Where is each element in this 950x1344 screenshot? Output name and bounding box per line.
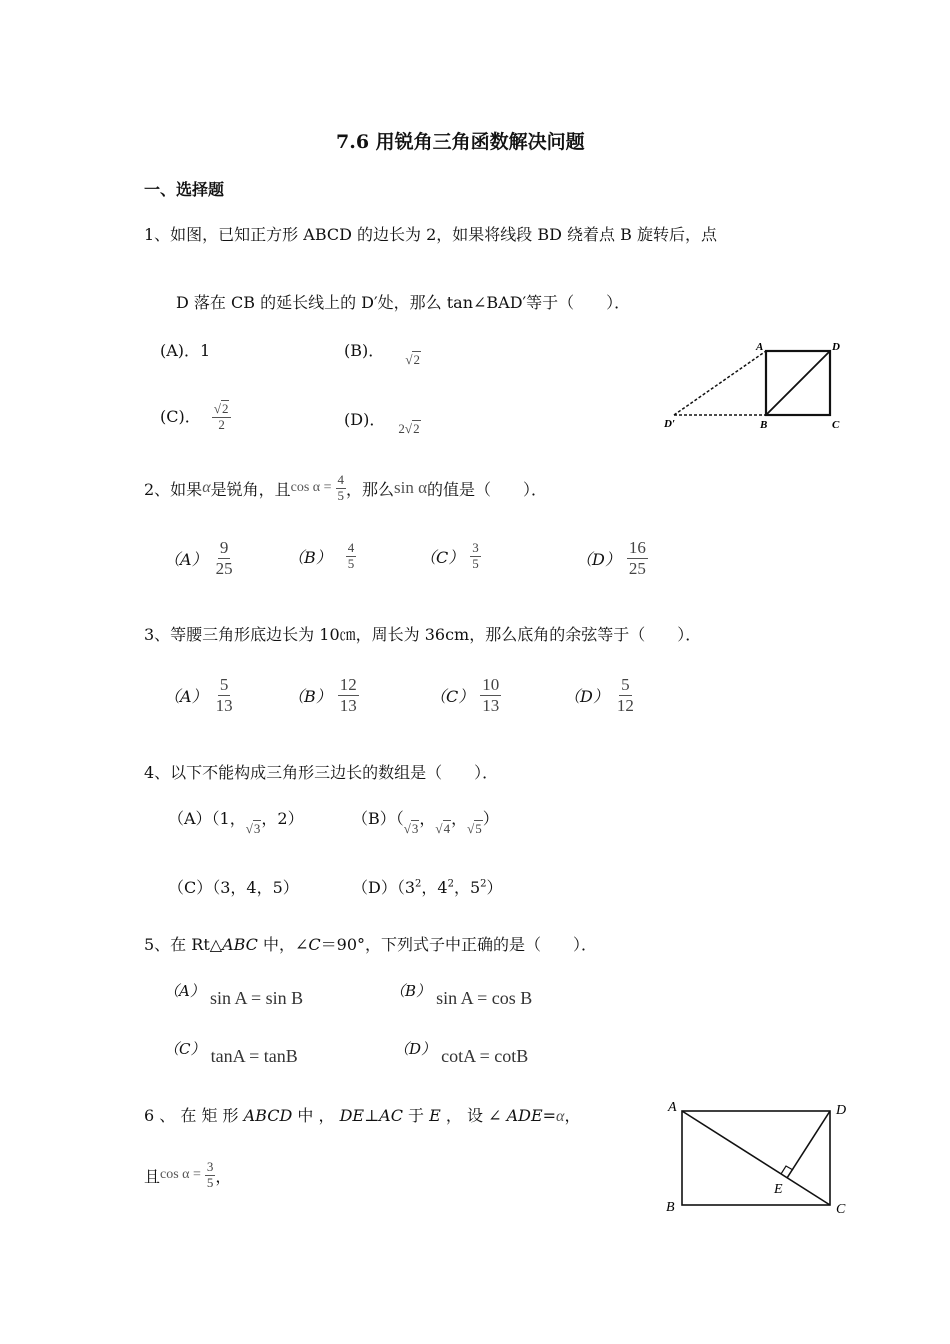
q3-option-d: [564, 675, 636, 715]
q2-cos-expression: cos α =: [290, 480, 332, 496]
q5-option-b-expr: sin A = cos B: [436, 988, 533, 1008]
q6-angle-ade: ADE=: [506, 1106, 557, 1125]
q5-angle-c: C: [308, 935, 321, 954]
q5-option-c: [164, 1038, 298, 1066]
q5-option-d-label: （D）: [394, 1040, 437, 1058]
q4-option-d-exp-1: 2: [415, 878, 422, 890]
q2-alpha: α: [202, 479, 211, 497]
q6-perpendicular: DE⊥AC: [339, 1106, 403, 1125]
q5-option-a-expr: sin A = sin B: [209, 988, 304, 1008]
fig1-label-b: B: [760, 419, 768, 431]
page-title: 7.6 用锐角三角函数解决问题: [336, 131, 585, 153]
q3-option-a: [164, 675, 235, 715]
q4-option-b-radicand-2: 4: [443, 821, 451, 836]
q4-option-b-radicand-3: 5: [475, 821, 482, 836]
q5-option-a-label: （A）: [164, 982, 205, 1000]
q2-cos-denominator: 5: [337, 487, 345, 503]
diagonal-ac: [682, 1111, 830, 1205]
q2-mid2: ，那么: [346, 479, 395, 499]
q6-point-e: E: [429, 1106, 441, 1125]
q2-cos-fraction: [336, 473, 347, 504]
q2-option-a: [164, 538, 235, 578]
q6-text-d: ， 设 ∠: [440, 1106, 507, 1125]
q2-option-d: [576, 538, 648, 578]
q2-option-c: [420, 541, 481, 572]
q6-text-c: 于: [402, 1106, 430, 1125]
q3-option-b: [288, 675, 359, 715]
fig1-label-d: D: [832, 341, 840, 353]
segment-de: [787, 1111, 830, 1178]
q4-option-a-radicand: 3: [253, 821, 261, 836]
q5-option-a: [164, 980, 304, 1008]
q1-option-d-radicand: 2: [413, 421, 420, 436]
q3-option-d-denominator: 12: [616, 695, 634, 715]
q1-option-b-radicand: 2: [413, 352, 420, 367]
q1-option-b: [344, 338, 421, 367]
q1-option-b-sqrt: √2: [405, 352, 420, 367]
q1-square-figure: [660, 338, 850, 436]
q6-cos-numerator: 3: [206, 1159, 214, 1174]
q2-option-c-denominator: 5: [472, 555, 479, 571]
q3-option-c-denominator: 13: [482, 695, 500, 715]
fig6-label-a: A: [668, 1100, 677, 1115]
q2-cos-numerator: 4: [337, 472, 345, 487]
q2-suffix: 的值是（ ）．: [427, 479, 548, 499]
q1-option-a: (A)．1: [160, 341, 211, 360]
q4-option-a-suffix: ，2）: [261, 809, 304, 828]
q6-rectangle-figure: [660, 1094, 860, 1222]
fig1-label-c: C: [832, 419, 840, 431]
q6-text-b: 中 ，: [292, 1106, 340, 1125]
q4-option-d: [352, 875, 503, 898]
q1-option-d-value: 2√2: [398, 421, 420, 436]
fig6-label-b: B: [666, 1200, 675, 1215]
q5-prefix: 5、在 Rt△: [144, 935, 223, 954]
q2-option-d-label: （D）: [576, 549, 621, 569]
q3-option-b-denominator: 13: [339, 695, 357, 715]
q6-line1: [144, 1103, 580, 1126]
q6-text-e: ，: [564, 1106, 581, 1125]
q2-sin-expression: sin α: [394, 478, 428, 498]
q5-suffix: ＝90°，下列式子中正确的是（ ）．: [320, 935, 598, 954]
q3-option-d-numerator: 5: [621, 675, 630, 694]
q1-option-c-numerator: 2: [221, 401, 229, 416]
q3-option-a-numerator: 5: [219, 675, 229, 694]
q4-option-b-radicand-1: 3: [411, 821, 419, 836]
q6-cos-denominator: 5: [206, 1174, 214, 1190]
q2-option-c-numerator: 3: [472, 540, 479, 555]
q3-option-b-label: （B）: [288, 686, 332, 706]
q4-option-b-prefix: （B）（: [352, 809, 404, 828]
q2-prefix: 2、如果: [144, 479, 203, 499]
q2-option-b-denominator: 5: [347, 555, 355, 571]
q1-option-b-label: (B)．: [344, 341, 385, 360]
q4-option-d-exp-2: 2: [447, 878, 454, 890]
q2-option-d-numerator: 16: [628, 538, 646, 557]
q5-option-d: [394, 1038, 529, 1066]
q4-option-d-mid-2: ，5: [453, 878, 481, 897]
q6-rect-name: ABCD: [243, 1106, 293, 1125]
q4-option-b: $(B)(_{√3}$，$_{√4}$，$_{√5}$）: [352, 809, 499, 836]
q2-stem: [144, 473, 547, 504]
q1-line2: D 落在 CB 的延长线上的 D′处，那么 tan∠BAD′等于（ ）．: [176, 293, 631, 312]
q2-mid1: 是锐角，且: [210, 479, 291, 499]
q3-option-c-label: （C）: [430, 686, 475, 706]
q4-option-d-prefix: （D）（3: [352, 878, 416, 897]
segment-bd: [766, 351, 830, 415]
fig6-label-d: D: [836, 1103, 847, 1118]
q6-cos-expression: cos α =: [160, 1167, 201, 1183]
q4-option-d-suffix: ）: [486, 878, 503, 897]
q5-option-b-label: （B）: [390, 982, 432, 1000]
q2-option-c-label: （C）: [420, 547, 465, 567]
q3-option-a-denominator: 13: [215, 695, 233, 715]
fig6-label-c: C: [836, 1202, 846, 1217]
q1-option-c-denominator: 2: [218, 416, 225, 432]
q3-option-b-numerator: 12: [339, 675, 357, 694]
q4-option-b-sep-1: ，: [419, 809, 436, 828]
q4-stem: 4、以下不能构成三角形三边长的数组是（ ）．: [144, 763, 499, 782]
q2-option-a-denominator: 25: [215, 558, 233, 578]
q3-option-a-label: （A）: [164, 686, 208, 706]
q1-option-c: [160, 402, 231, 433]
q5-option-d-expr: cotA = cotB: [441, 1046, 529, 1066]
q4-option-d-exp-3: 2: [480, 878, 487, 890]
q1-option-c-label: (C)．: [160, 406, 201, 426]
fig1-label-a: A: [756, 341, 764, 353]
q1-option-d: [344, 407, 421, 436]
section-heading: 一、选择题: [144, 180, 225, 199]
q5-triangle-name: ABC: [222, 935, 258, 954]
q6-cos-fraction: [205, 1160, 216, 1191]
q3-option-c-numerator: 10: [482, 675, 500, 694]
q1-option-d-label: (D)．: [344, 410, 386, 429]
q6-text-a: 6 、 在 矩 形: [144, 1106, 244, 1125]
q2-option-d-denominator: 25: [628, 558, 646, 578]
q1-line1: 1、如图，已知正方形 ABCD 的边长为 2，如果将线段 BD 绕着点 B 旋转后，点: [144, 225, 717, 244]
q5-mid: 中，∠: [257, 935, 309, 954]
q2-option-a-label: （A）: [164, 549, 208, 569]
q6-line2: [144, 1160, 231, 1191]
q6-alpha: α: [556, 1108, 565, 1125]
q6-line2-prefix: 且: [144, 1166, 161, 1186]
q2-option-b-numerator: 4: [347, 540, 355, 555]
q5-option-b: [390, 980, 533, 1008]
q1-option-c-fraction: $\frac{√2}{2}$: [212, 402, 232, 433]
q6-line2-suffix: ，: [215, 1166, 232, 1186]
q2-option-b-label: （B）: [288, 547, 332, 567]
segment-ad-prime: [674, 351, 766, 415]
fig1-label-d-prime: D′: [664, 418, 676, 430]
q3-option-d-label: （D）: [564, 686, 609, 706]
q4-option-c: （C）（3，4，5）: [168, 878, 299, 897]
q4-option-a: （A）（1，$_{√3}$，2）: [168, 809, 304, 836]
q3-stem: 3、等腰三角形底边长为 10㎝，周长为 36cm，那么底角的余弦等于（ ）．: [144, 625, 702, 644]
q4-option-a-prefix: （A）（1，: [168, 809, 246, 828]
q3-option-c: [430, 675, 501, 715]
q1-option-d-coefficient: 2: [398, 421, 405, 436]
q5-option-c-expr: tanA = tanB: [210, 1046, 298, 1066]
q2-option-b: [288, 541, 356, 572]
q2-option-a-numerator: 9: [219, 538, 229, 557]
q4-option-d-mid-1: ，4: [421, 878, 448, 897]
q4-option-b-sep-2: ，: [451, 809, 468, 828]
fig6-label-e: E: [774, 1182, 783, 1197]
q5-option-c-label: （C）: [164, 1040, 206, 1058]
q5-stem: [144, 932, 597, 955]
q4-option-b-suffix: ）: [482, 809, 499, 828]
